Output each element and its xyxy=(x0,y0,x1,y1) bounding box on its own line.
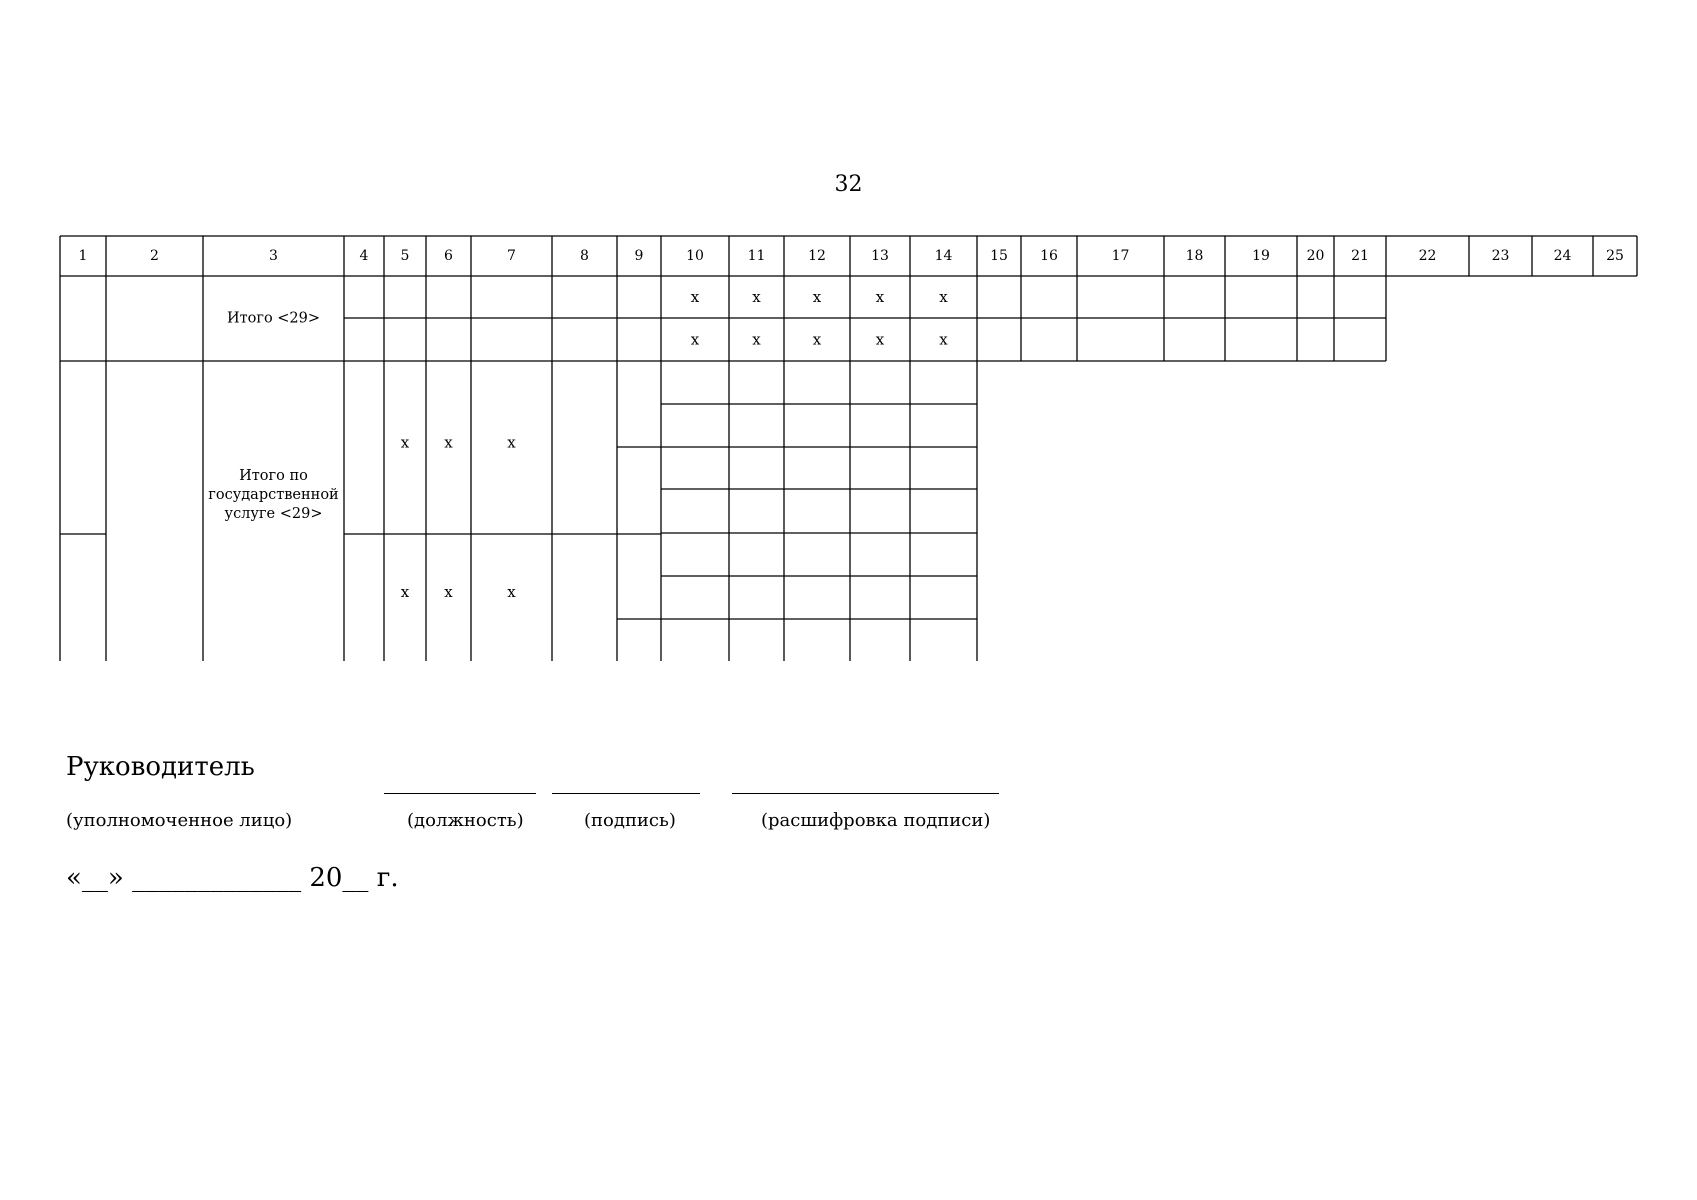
cross-mark: x xyxy=(690,288,700,306)
column-number: 12 xyxy=(808,248,826,264)
column-number: 1 xyxy=(78,248,88,264)
column-number: 22 xyxy=(1418,248,1437,264)
cross-mark: x xyxy=(752,330,761,349)
column-number: 20 xyxy=(1306,248,1325,264)
column-number: 15 xyxy=(990,248,1008,264)
cross-mark: x xyxy=(400,583,410,601)
column-number: 10 xyxy=(686,248,704,264)
column-number: 4 xyxy=(359,248,369,264)
service-total-label: государственной xyxy=(208,487,339,503)
signature-decoding-line[interactable] xyxy=(732,793,999,794)
cross-mark: x xyxy=(507,433,516,452)
cross-mark: x xyxy=(690,330,700,349)
service-total-label: Итого по xyxy=(239,468,308,484)
column-number: 14 xyxy=(934,248,953,264)
signature-line[interactable] xyxy=(552,793,700,794)
column-number: 19 xyxy=(1252,248,1270,264)
signatory-title: Руководитель xyxy=(66,752,255,782)
cross-mark: x xyxy=(875,288,885,306)
signature-caption: (подпись) xyxy=(584,810,676,831)
authorized-person-caption: (уполномоченное лицо) xyxy=(66,810,293,831)
position-caption: (должность) xyxy=(407,810,524,831)
cross-mark: x xyxy=(752,288,761,306)
column-number: 13 xyxy=(871,248,889,264)
column-number: 18 xyxy=(1185,248,1204,264)
cross-mark: x xyxy=(812,288,822,306)
column-number: 17 xyxy=(1111,248,1130,264)
signature-decoding-caption: (расшифровка подписи) xyxy=(761,810,991,831)
column-number: 9 xyxy=(634,248,644,264)
column-number: 21 xyxy=(1351,248,1369,264)
column-number: 8 xyxy=(580,248,589,264)
cross-mark: x xyxy=(444,433,453,452)
column-number: 11 xyxy=(747,248,766,264)
column-number: 6 xyxy=(444,248,453,264)
column-number: 25 xyxy=(1606,248,1624,264)
total-label: Итого <29> xyxy=(226,310,321,327)
service-total-label: услуге <29> xyxy=(224,506,323,522)
column-number: 23 xyxy=(1491,248,1510,264)
cross-mark: x xyxy=(939,330,948,349)
column-number: 5 xyxy=(400,248,410,264)
cross-mark: x xyxy=(507,583,516,601)
cross-mark: x xyxy=(812,330,822,349)
report-table xyxy=(59,235,1640,661)
cross-mark: x xyxy=(939,288,948,306)
cross-mark: x xyxy=(875,330,885,349)
column-number: 7 xyxy=(507,248,516,264)
column-number: 2 xyxy=(150,248,159,264)
cross-mark: x xyxy=(444,583,453,601)
page-number: 32 xyxy=(834,172,863,197)
position-line[interactable] xyxy=(384,793,536,794)
date-line[interactable]: «__» _____________ 20__ г. xyxy=(66,863,399,893)
column-number: 16 xyxy=(1040,248,1058,264)
column-number: 3 xyxy=(269,248,278,264)
column-number: 24 xyxy=(1553,248,1572,264)
cross-mark: x xyxy=(400,433,410,452)
